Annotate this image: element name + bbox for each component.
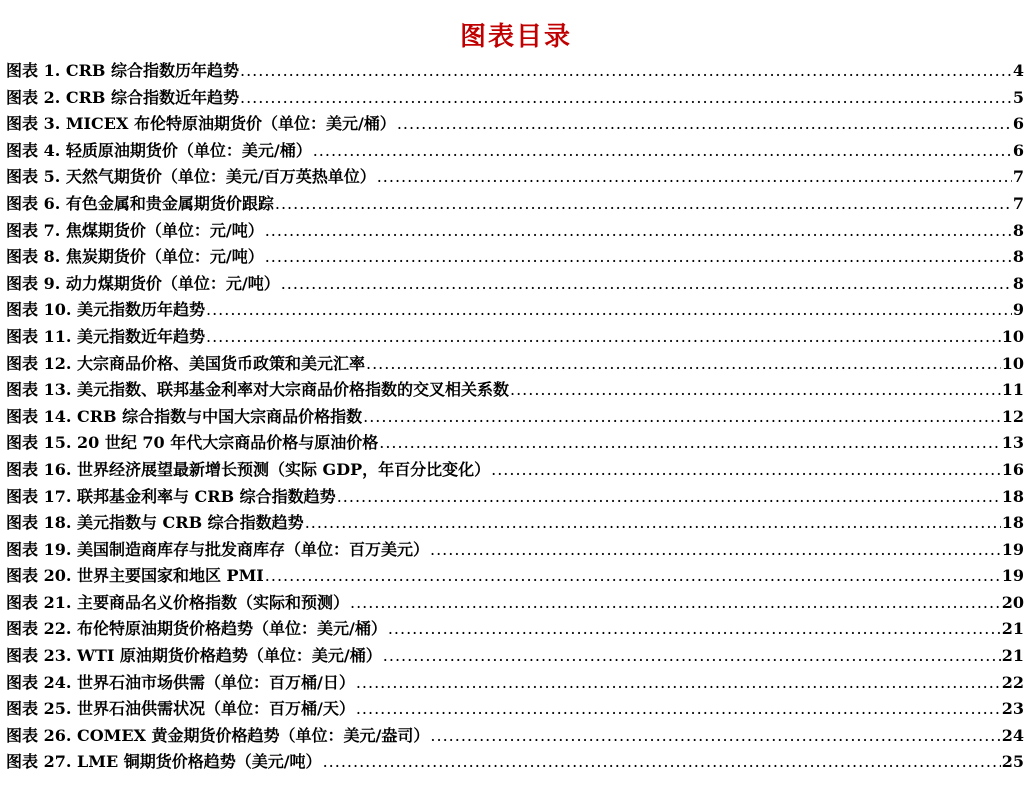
toc-entry-label[interactable]: 图表 25. 世界石油供需状况（单位：百万桶/天） [6, 699, 355, 719]
toc-entry-page-number[interactable]: 7 [1012, 193, 1024, 213]
toc-entry[interactable] [6, 271, 1024, 298]
toc-entry[interactable] [6, 749, 1024, 776]
toc-entry[interactable] [6, 643, 1024, 670]
toc-entry[interactable] [6, 404, 1024, 431]
toc-entry-label[interactable]: 图表 8. 焦炭期货价（单位：元/吨） [6, 247, 264, 267]
toc-entry-page-number[interactable]: 18 [1001, 513, 1024, 533]
toc-entry-label[interactable]: 图表 15. 20 世纪 70 年代大宗商品价格与原油价格 [6, 433, 379, 453]
toc-entry[interactable] [6, 244, 1024, 271]
toc-entry-page-number[interactable]: 20 [1001, 592, 1024, 612]
toc-entry-page-number[interactable]: 8 [1012, 247, 1024, 267]
toc-dot-leader [366, 351, 1001, 378]
toc-dot-leader [281, 271, 1012, 298]
toc-entry-label[interactable]: 图表 26. COMEX 黄金期货价格趋势（单位：美元/盎司） [6, 725, 430, 745]
toc-dot-leader [265, 218, 1012, 245]
toc-entry[interactable] [6, 696, 1024, 723]
toc-dot-leader [377, 164, 1012, 191]
toc-entry-page-number[interactable]: 6 [1012, 140, 1024, 160]
toc-dot-leader [240, 85, 1012, 112]
toc-entry-page-number[interactable]: 23 [1001, 699, 1024, 719]
toc-entry-page-number[interactable]: 19 [1001, 566, 1024, 586]
toc-entry-page-number[interactable]: 21 [1001, 619, 1024, 639]
toc-dot-leader [363, 404, 1001, 431]
toc-dot-leader [206, 297, 1012, 324]
toc-entry-label[interactable]: 图表 3. MICEX 布伦特原油期货价（单位：美元/桶） [6, 114, 396, 134]
toc-entry[interactable] [6, 563, 1024, 590]
toc-entry-label[interactable]: 图表 10. 美元指数历年趋势 [6, 300, 205, 320]
toc-entry[interactable] [6, 670, 1024, 697]
toc-entry-label[interactable]: 图表 4. 轻质原油期货价（单位：美元/桶） [6, 140, 312, 160]
toc-entry-label[interactable]: 图表 17. 联邦基金利率与 CRB 综合指数趋势 [6, 486, 336, 506]
toc-entry[interactable] [6, 218, 1024, 245]
toc-entry-label[interactable]: 图表 18. 美元指数与 CRB 综合指数趋势 [6, 513, 304, 533]
toc-entry[interactable] [6, 85, 1024, 112]
toc-dot-leader [383, 643, 1001, 670]
toc-entry-label[interactable]: 图表 21. 主要商品名义价格指数（实际和预测） [6, 592, 349, 612]
toc-entry[interactable] [6, 164, 1024, 191]
toc-entry[interactable] [6, 484, 1024, 511]
toc-entry-page-number[interactable]: 18 [1001, 486, 1024, 506]
toc-entry[interactable] [6, 191, 1024, 218]
toc-entry-page-number[interactable]: 21 [1001, 646, 1024, 666]
toc-entry[interactable] [6, 616, 1024, 643]
toc-entry[interactable] [6, 138, 1024, 165]
toc-entry-page-number[interactable]: 13 [1001, 433, 1024, 453]
toc-entry[interactable] [6, 297, 1024, 324]
toc-entry-page-number[interactable]: 8 [1012, 220, 1024, 240]
toc-entry-label[interactable]: 图表 5. 天然气期货价（单位：美元/百万英热单位） [6, 167, 376, 187]
toc-entry[interactable] [6, 723, 1024, 750]
toc-entry-label[interactable]: 图表 6. 有色金属和贵金属期货价跟踪 [6, 193, 274, 213]
toc-entry-label[interactable]: 图表 27. LME 铜期货价格趋势（美元/吨） [6, 752, 322, 772]
toc-entry-label[interactable]: 图表 14. CRB 综合指数与中国大宗商品价格指数 [6, 406, 363, 426]
toc-list [6, 58, 1024, 776]
toc-entry-page-number[interactable]: 10 [1001, 353, 1024, 373]
toc-dot-leader [265, 563, 1001, 590]
toc-entry-label[interactable]: 图表 1. CRB 综合指数历年趋势 [6, 61, 239, 80]
toc-entry-page-number[interactable]: 8 [1012, 273, 1024, 293]
toc-entry[interactable] [6, 324, 1024, 351]
toc-entry-label[interactable]: 图表 12. 大宗商品价格、美国货币政策和美元汇率 [6, 353, 365, 373]
toc-entry-label[interactable]: 图表 7. 焦煤期货价（单位：元/吨） [6, 220, 264, 240]
toc-entry[interactable] [6, 510, 1024, 537]
toc-entry-label[interactable]: 图表 23. WTI 原油期货价格趋势（单位：美元/桶） [6, 646, 382, 666]
toc-dot-leader [379, 430, 1001, 457]
toc-entry-label[interactable]: 图表 20. 世界主要国家和地区 PMI [6, 566, 264, 586]
toc-entry[interactable] [6, 377, 1024, 404]
toc-dot-leader [356, 670, 1001, 697]
toc-entry[interactable] [6, 351, 1024, 378]
toc-entry-label[interactable]: 图表 2. CRB 综合指数近年趋势 [6, 87, 239, 107]
toc-entry-page-number[interactable]: 22 [1001, 672, 1024, 692]
toc-entry-page-number[interactable]: 24 [1001, 725, 1024, 745]
toc-title: 图表目录 [459, 22, 572, 53]
toc-entry-page-number[interactable]: 16 [1001, 459, 1024, 479]
toc-entry-label[interactable]: 图表 24. 世界石油市场供需（单位：百万桶/日） [6, 672, 355, 692]
toc-dot-leader [397, 111, 1012, 138]
toc-dot-leader [388, 616, 1001, 643]
toc-entry[interactable] [6, 430, 1024, 457]
toc-dot-leader [206, 324, 1001, 351]
toc-dot-leader [313, 138, 1012, 165]
toc-entry-page-number[interactable]: 7 [1012, 167, 1024, 187]
toc-entry[interactable] [6, 590, 1024, 617]
toc-entry-page-number[interactable]: 12 [1001, 406, 1024, 426]
toc-entry[interactable] [6, 457, 1024, 484]
toc-entry-page-number[interactable]: 11 [1001, 380, 1024, 400]
toc-entry-page-number[interactable]: 6 [1012, 114, 1024, 134]
toc-dot-leader [337, 484, 1001, 511]
toc-dot-leader [323, 749, 1001, 776]
toc-entry-page-number[interactable]: 19 [1001, 539, 1024, 559]
toc-dot-leader [356, 696, 1001, 723]
toc-entry-label[interactable]: 图表 16. 世界经济展望最新增长预测（实际 GDP，年百分比变化） [6, 459, 491, 479]
toc-entry-label[interactable]: 图表 11. 美元指数近年趋势 [6, 326, 205, 346]
toc-entry-page-number[interactable]: 5 [1012, 87, 1024, 107]
toc-dot-leader [305, 510, 1001, 537]
toc-entry-page-number[interactable]: 25 [1001, 752, 1024, 772]
toc-entry-label[interactable]: 图表 22. 布伦特原油期货价格趋势（单位：美元/桶） [6, 619, 387, 639]
toc-entry-label[interactable]: 图表 9. 动力煤期货价（单位：元/吨） [6, 273, 280, 293]
toc-entry-label[interactable]: 图表 13. 美元指数、联邦基金利率对大宗商品价格指数的交叉相关系数 [6, 380, 509, 400]
toc-dot-leader [430, 723, 1000, 750]
toc-entry-label[interactable]: 图表 19. 美国制造商库存与批发商库存（单位：百万美元） [6, 539, 429, 559]
toc-dot-leader [275, 191, 1012, 218]
toc-entry[interactable] [6, 537, 1024, 564]
toc-dot-leader [491, 457, 1001, 484]
toc-entry[interactable] [6, 58, 1024, 85]
toc-dot-leader [350, 590, 1001, 617]
toc-dot-leader [430, 537, 1001, 564]
toc-dot-leader [240, 58, 1012, 85]
toc-dot-leader [510, 377, 1001, 404]
toc-entry-page-number[interactable]: 9 [1012, 300, 1024, 320]
toc-dot-leader [265, 244, 1012, 271]
toc-entry-page-number[interactable]: 10 [1001, 326, 1024, 346]
toc-entry[interactable] [6, 111, 1024, 138]
toc-entry-page-number[interactable]: 4 [1012, 61, 1024, 80]
